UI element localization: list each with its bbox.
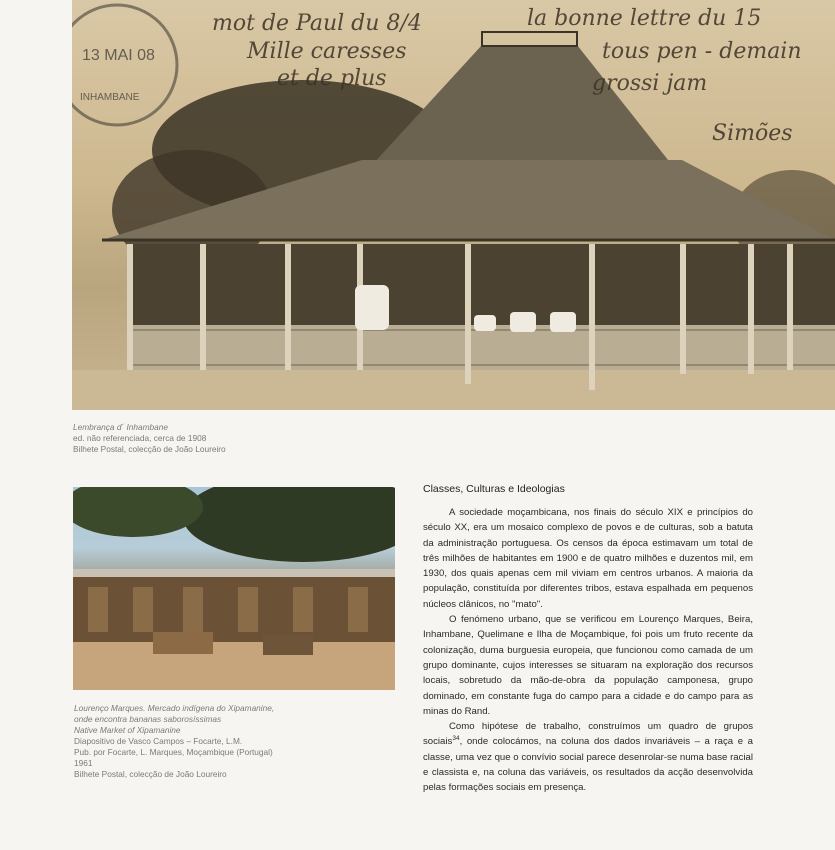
handwriting-line: et de plus — [277, 66, 387, 91]
postmark-place: INHAMBANE — [80, 92, 140, 103]
article-paragraph: O fenómeno urbano, que se verificou em Lourenço Marques, Beira, Inhambane, Quelimane e Ilha de Moçambique, foi pois um fruto recente da colonização, duma burguesia europeia, que funcionou como camada de um grupo dominante, cujos interesses se situaram na exploração dos recursos locais, sobretudo da mão-de-obra da população camponesa, grupo dominado, em constante fuga do campo para a cidade e do campo para as minas do Rand. — [423, 614, 753, 717]
article-heading: Classes, Culturas e Ideologias — [423, 483, 565, 495]
market-illustration — [73, 487, 395, 690]
handwriting-line: grossi jam — [592, 71, 708, 96]
caption-line: Bilhete Postal, colecção de João Loureiro — [73, 444, 226, 454]
paragraph-text: Como hipótese de trabalho, construímos um quadro de grupos sociais — [423, 721, 753, 748]
handwriting-line: la bonne lettre du 15 — [527, 6, 762, 31]
inhambane-postcard-photo — [72, 0, 835, 410]
caption-line: 1961 — [74, 758, 93, 768]
pavilion-illustration — [72, 0, 835, 410]
article-paragraph: A sociedade moçambicana, nos finais do século XIX e princípios do século XX, era um mosaico complexo de povos e de culturas, sob a batuta da administração portuguesa. Os censos da época estimavam um total de três milhões de habitantes em 1900 e de quatro milhões e duzentos mil, em 1930, dos quais apenas cem mil viviam em centros urbanos. A maioria da população, constituída por diferentes tribos, estava espalhada em pequenos núcleos clânicos, no "mato". — [423, 507, 753, 610]
footnote-ref[interactable]: 34 — [452, 735, 460, 743]
handwriting-line: Mille caresses — [247, 39, 407, 64]
caption-title-english: Native Market of Xipamanine — [74, 725, 181, 735]
handwriting-line: tous pen - demain — [602, 39, 802, 64]
paragraph-text: , onde colocámos, na coluna dos dados invariáveis – a raça e a classe, uma vez que o convívio social parece desenrolar-se numa base racial e classista e, na coluna das variáveis, os resultados da acção desenvolvida pelas formações sociais em presença. — [423, 736, 753, 794]
xipamanine-market-photo — [73, 487, 395, 690]
caption-line: ed. não referenciada, cerca de 1908 — [73, 433, 207, 443]
handwriting-line: mot de Paul du 8/4 — [212, 11, 422, 36]
caption-title: Lourenço Marques. Mercado indígena do Xipamanine, — [74, 703, 275, 713]
article-paragraph — [423, 719, 753, 795]
article — [423, 483, 753, 796]
top-photo-caption — [73, 422, 226, 455]
caption-title: onde encontra bananas saborosíssimas — [74, 714, 222, 724]
handwriting-line: Simões — [712, 121, 793, 146]
caption-line: Pub. por Focarte, L. Marques, Moçambique (Portugal) — [74, 747, 273, 757]
caption-line: Bilhete Postal, colecção de João Loureiro — [74, 769, 227, 779]
postmark-date: 13 MAI 08 — [82, 47, 155, 64]
caption-title: Lembrança d´ Inhambane — [73, 422, 169, 432]
bottom-photo-caption — [74, 703, 274, 780]
caption-line: Diapositivo de Vasco Campos – Focarte, L.M. — [74, 736, 243, 746]
